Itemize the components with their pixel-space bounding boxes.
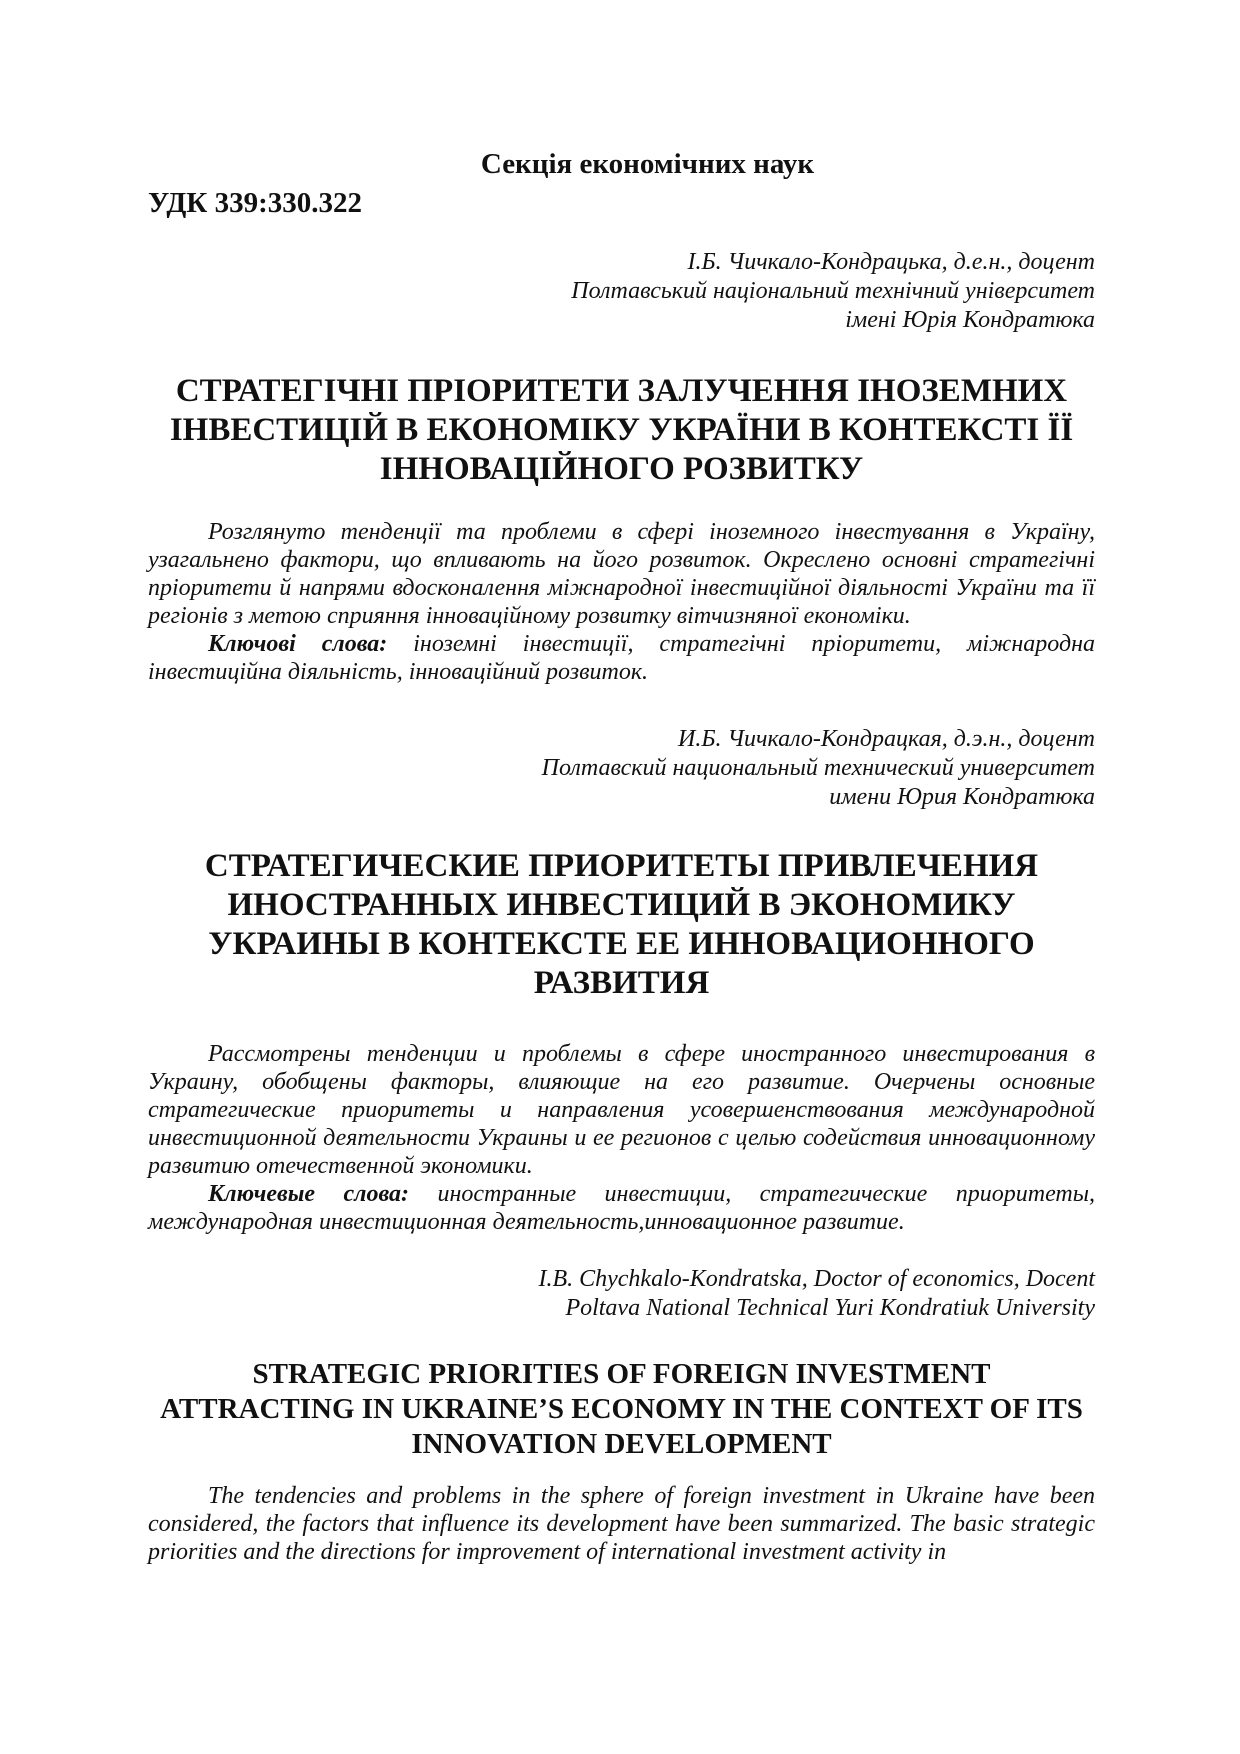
title-ua-line-2: ІНВЕСТИЦІЙ В ЕКОНОМІКУ УКРАЇНИ В КОНТЕКСТІ ЇЇ: [169, 412, 1074, 448]
title-ru-line-2: ИНОСТРАННЫХ ИНВЕСТИЦИЙ В ЭКОНОМИКУ: [227, 887, 1016, 923]
author-name-ua: І.Б. Чичкало-Кондрацька, д.е.н., доцент: [687, 249, 1095, 275]
author-name-ru: И.Б. Чичкало-Кондрацкая, д.э.н., доцент: [678, 726, 1095, 752]
keywords-ua-label: Ключові слова:: [208, 631, 388, 657]
section-heading: Секція економічних наук: [480, 148, 815, 180]
abstract-ru: [148, 1040, 1095, 1236]
author-affiliation-en: Poltava National Technical Yuri Kondratiuk University: [565, 1295, 1095, 1321]
title-ru-line-4: РАЗВИТИЯ: [533, 965, 710, 1001]
author-name-en: I.B. Chychkalo-Kondratska, Doctor of economics, Docent: [538, 1266, 1095, 1292]
author-affiliation-ru-2: имени Юрия Кондратюка: [829, 784, 1095, 810]
keywords-ua-text: іноземні інвестиції, стратегічні пріоритети, міжнародна інвестиційна діяльність, інноваційний розвиток.: [148, 631, 1096, 685]
abstract-ua-text: Розглянуто тенденції та проблеми в сфері іноземного інвестування в Україну, узагальнено фактори, що впливають на його розвиток. Окреслено основні стратегічні пріоритети й напрями вдосконалення міжнародної інвестиційної діяльності України та її регіонів з метою сприяння інноваційному розвитку вітчизняної економіки.: [148, 519, 1095, 629]
keywords-ru-label: Ключевые слова:: [208, 1181, 410, 1207]
keywords-ru: [148, 1180, 1095, 1236]
article-title-ru: [148, 847, 1095, 1003]
author-affiliation-ua-2: імені Юрія Кондратюка: [845, 307, 1095, 333]
title-en-line-3: INNOVATION DEVELOPMENT: [411, 1428, 832, 1460]
abstract-ua: [148, 518, 1095, 686]
abstract-ru-text: Рассмотрены тенденции и проблемы в сфере иностранного инвестирования в Украину, обобщены факторы, влияющие на его развитие. Очерчены основные стратегические приоритеты и направления усовершенствования международной инвестиционной деятельности Украины и ее регионов с целью содействия инновационному развитию отечественной экономики.: [148, 1041, 1095, 1179]
author-block-ua: [571, 248, 1095, 335]
title-en-line-1: STRATEGIC PRIORITIES OF FOREIGN INVESTMENT: [252, 1358, 991, 1390]
author-block-en: [538, 1265, 1095, 1323]
title-en-line-2: ATTRACTING IN UKRAINE’S ECONOMY IN THE CONTEXT OF ITS: [160, 1393, 1083, 1425]
abstract-en-text: The tendencies and problems in the sphere of foreign investment in Ukraine have been considered, the factors that influence its development have been summarized. The basic strategic priorities and the directions for improvement of international investment activity in: [148, 1483, 1095, 1565]
title-ua-line-1: СТРАТЕГІЧНІ ПРІОРИТЕТИ ЗАЛУЧЕННЯ ІНОЗЕМНИХ: [175, 373, 1068, 409]
keywords-ru-text: иностранные инвестиции, стратегические приоритеты, международная инвестиционная деятельность,инновационное развитие.: [148, 1181, 1096, 1235]
article-title-en: [148, 1357, 1095, 1462]
title-ru-line-1: СТРАТЕГИЧЕСКИЕ ПРИОРИТЕТЫ ПРИВЛЕЧЕНИЯ: [204, 848, 1039, 884]
title-ru-line-3: УКРАИНЫ В КОНТЕКСТЕ ЕЕ ИННОВАЦИОННОГО: [208, 926, 1035, 962]
author-affiliation-ua: Полтавський національний технічний університет: [571, 278, 1095, 304]
abstract-en: [148, 1482, 1095, 1566]
keywords-ua: [148, 630, 1095, 686]
udc-code: УДК 339:330.322: [148, 187, 362, 219]
author-affiliation-ru: Полтавский национальный технический университет: [541, 755, 1095, 781]
title-ua-line-3: ІННОВАЦІЙНОГО РОЗВИТКУ: [379, 451, 864, 487]
author-block-ru: [542, 725, 1095, 812]
article-title-ua: [148, 372, 1095, 489]
